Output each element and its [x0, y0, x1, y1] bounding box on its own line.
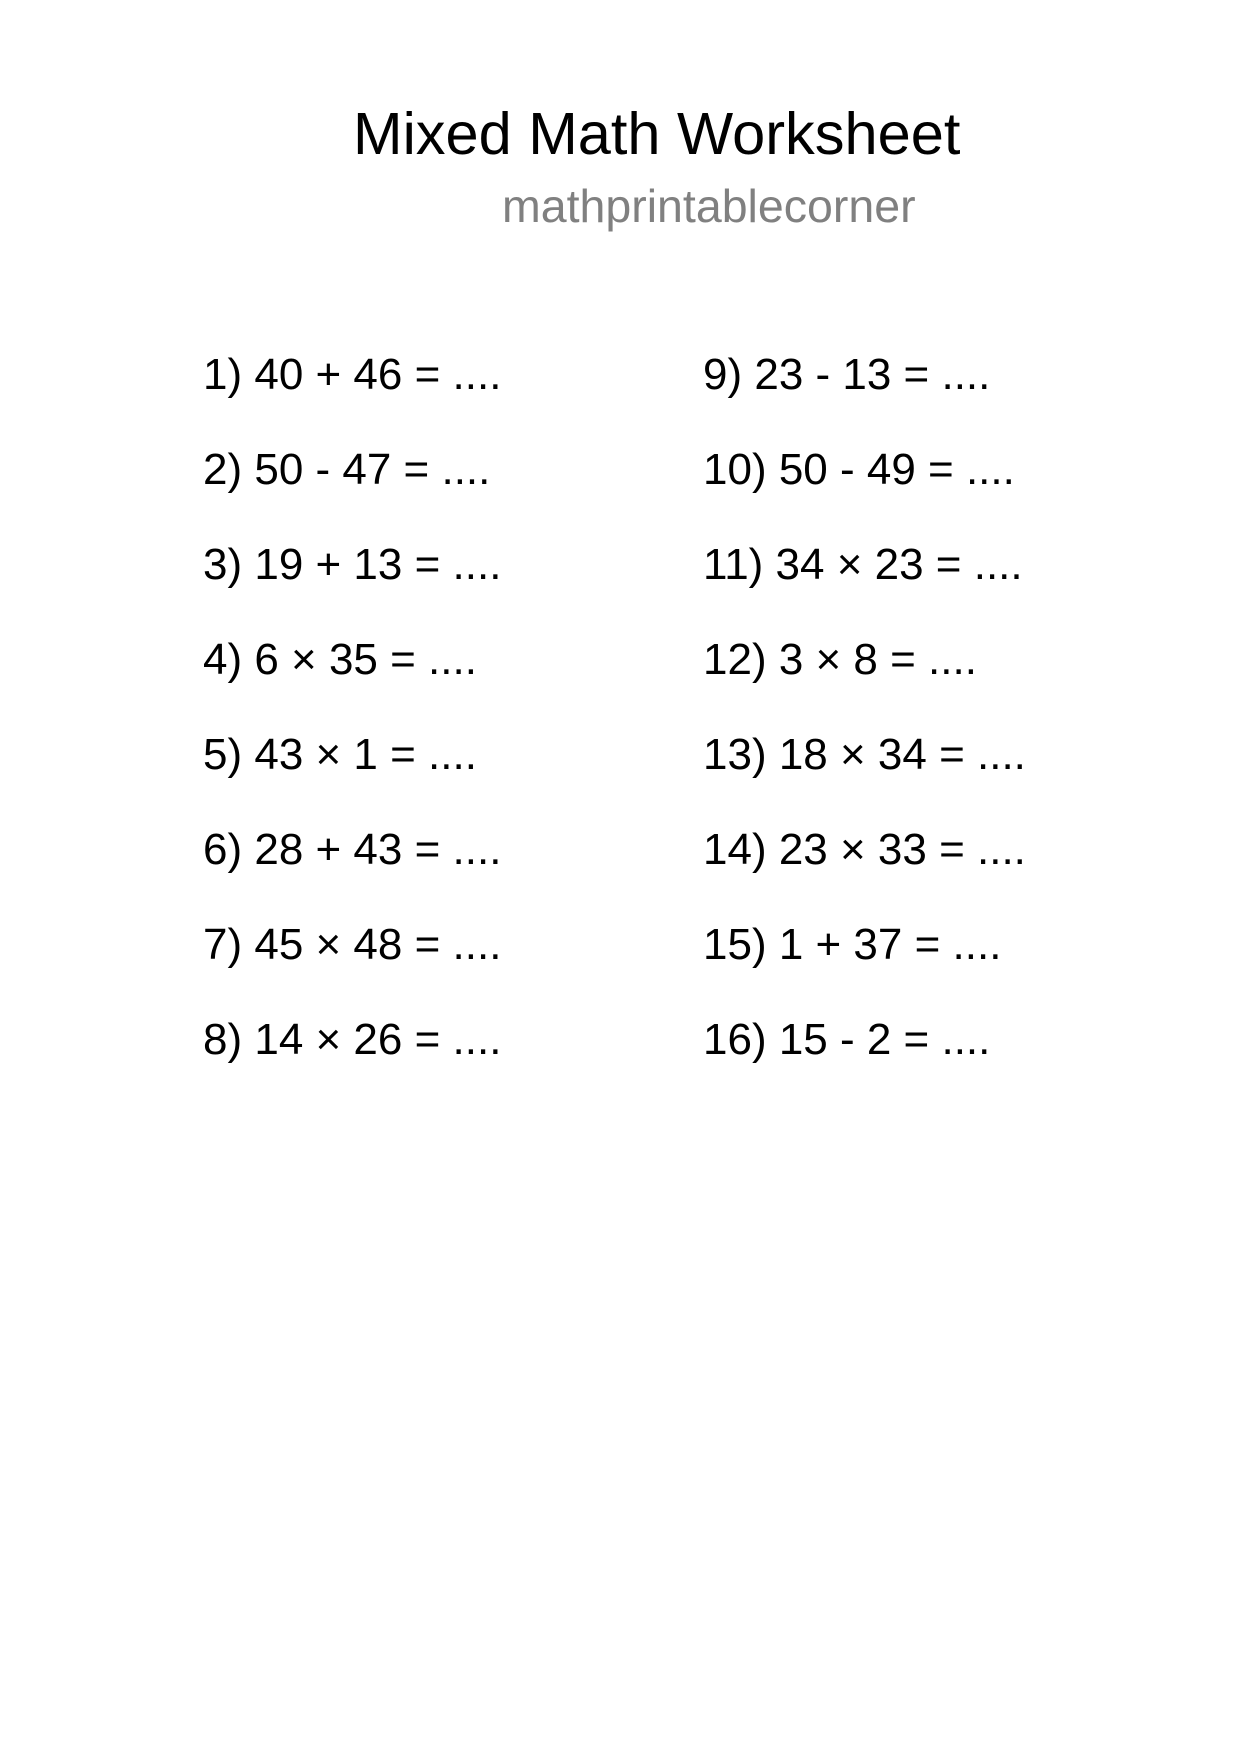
problem-1: 1) 40 + 46 = .... [203, 350, 502, 399]
problem-14: 14) 23 × 33 = .... [703, 825, 1026, 874]
problem-4: 4) 6 × 35 = .... [203, 635, 477, 684]
worksheet-subtitle: mathprintablecorner [502, 180, 916, 232]
problem-7: 7) 45 × 48 = .... [203, 920, 502, 969]
problem-16: 16) 15 - 2 = .... [703, 1015, 991, 1064]
problem-6: 6) 28 + 43 = .... [203, 825, 502, 874]
problem-8: 8) 14 × 26 = .... [203, 1015, 502, 1064]
problem-3: 3) 19 + 13 = .... [203, 540, 502, 589]
problem-9: 9) 23 - 13 = .... [703, 350, 991, 399]
problem-12: 12) 3 × 8 = .... [703, 635, 977, 684]
problem-5: 5) 43 × 1 = .... [203, 730, 477, 779]
problem-13: 13) 18 × 34 = .... [703, 730, 1026, 779]
worksheet-title: Mixed Math Worksheet [353, 100, 961, 167]
problem-11: 11) 34 × 23 = .... [703, 540, 1023, 589]
problem-15: 15) 1 + 37 = .... [703, 920, 1002, 969]
problem-10: 10) 50 - 49 = .... [703, 445, 1015, 494]
problem-2: 2) 50 - 47 = .... [203, 445, 491, 494]
